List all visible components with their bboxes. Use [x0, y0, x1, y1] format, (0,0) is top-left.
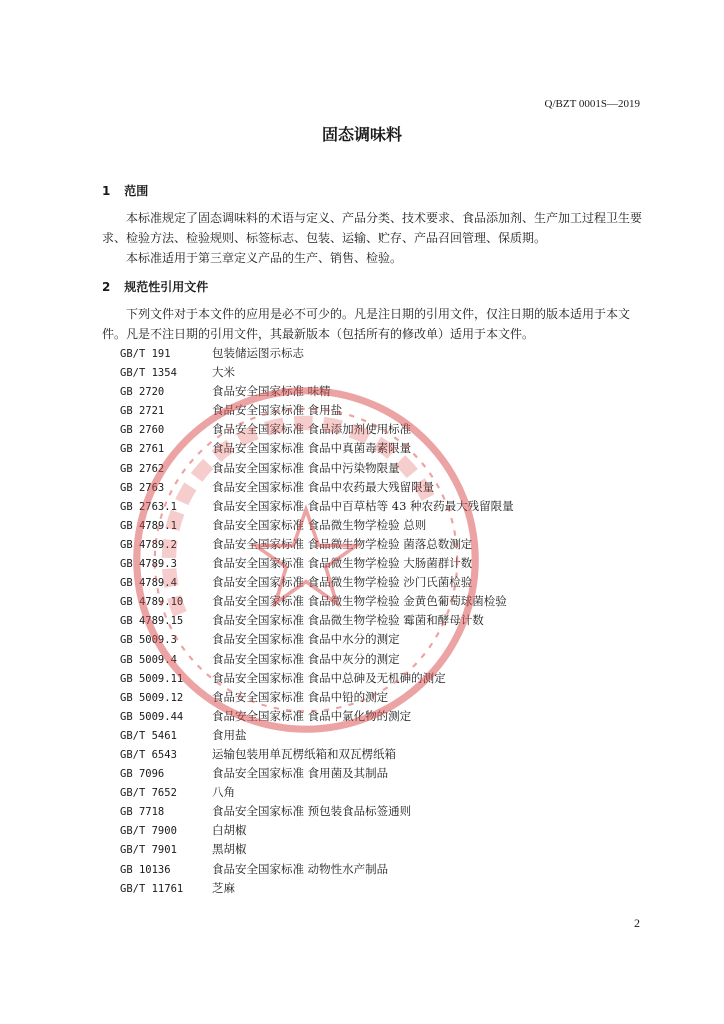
reference-item	[120, 383, 514, 402]
reference-code: GB 2760	[120, 424, 165, 437]
reference-code: GB 7096	[120, 768, 165, 781]
reference-item	[120, 421, 514, 440]
reference-title: 白胡椒	[212, 823, 247, 838]
reference-code: GB 5009.44	[120, 710, 184, 723]
section-title: 规范性引用文件	[124, 280, 209, 294]
reference-item	[120, 364, 514, 383]
reference-item	[120, 402, 514, 421]
reference-item	[120, 440, 514, 459]
reference-code: GB 7718	[120, 806, 165, 819]
reference-code: GB 4789.10	[120, 596, 184, 609]
reference-code: GB 2763	[120, 481, 165, 494]
reference-code: GB 4789.1	[120, 519, 177, 532]
reference-code: GB 4789.3	[120, 558, 177, 571]
reference-item	[120, 460, 514, 479]
reference-item	[120, 803, 514, 822]
reference-item	[120, 536, 514, 555]
reference-title: 包装储运图示标志	[212, 346, 304, 360]
reference-title: 运输包装用单瓦楞纸箱和双瓦楞纸箱	[212, 746, 396, 761]
reference-title: 食品安全国家标准 食品中总砷及无机砷的测定	[212, 670, 446, 685]
reference-title: 食品安全国家标准 食品中百草枯等 43 种农药最大残留限量	[212, 498, 514, 513]
reference-code: GB 2763.1	[120, 500, 177, 513]
reference-item	[120, 784, 514, 803]
reference-title: 大米	[212, 365, 235, 380]
reference-title: 食品安全国家标准 食品微生物学检验 菌落总数测定	[212, 536, 473, 551]
reference-code: GB/T 11761	[120, 882, 184, 895]
page-number: 2	[634, 916, 640, 930]
document-code: Q/BZT 0001S—2019	[544, 98, 640, 110]
reference-title: 食品安全国家标准 食品微生物学检验 总则	[212, 517, 427, 532]
reference-code: GB 2761	[120, 443, 165, 456]
reference-code: GB 2721	[120, 405, 165, 418]
reference-title: 食品安全国家标准 食品中真菌毒素限量	[212, 441, 412, 456]
scope-paragraph-1: 本标准规定了固态调味料的术语与定义、产品分类、技术要求、食品添加剂、生产加工过程卫生要求、检验方法、检验规则、标签标志、包装、运输、贮存、产品召回管理、保质期。	[102, 211, 643, 245]
reference-code: GB/T 7652	[120, 787, 177, 800]
reference-item	[120, 612, 514, 631]
reference-title: 食品安全国家标准 食用菌及其制品	[212, 766, 389, 781]
reference-item	[120, 727, 514, 746]
reference-code: GB/T 7900	[120, 825, 177, 838]
reference-title: 芝麻	[212, 880, 235, 895]
reference-title: 食品安全国家标准 食品微生物学检验 金黄色葡萄球菌检验	[212, 594, 507, 609]
reference-item	[120, 479, 514, 498]
reference-item	[120, 593, 514, 612]
reference-title: 食品安全国家标准 食品微生物学检验 霉菌和酵母计数	[212, 613, 484, 628]
reference-title: 食用盐	[212, 727, 247, 742]
reference-title: 食品安全国家标准 食品添加剂使用标准	[212, 422, 412, 437]
reference-title: 食品安全国家标准 食品中水分的测定	[212, 632, 400, 647]
references-intro: 下列文件对于本文件的应用是必不可少的。凡是注日期的引用文件，仅注日期的版本适用于本文件。凡是不注日期的引用文件，其最新版本（包括所有的修改单）适用于本文件。	[102, 307, 631, 341]
reference-list	[120, 345, 514, 899]
reference-code: GB 2762	[120, 462, 165, 475]
reference-code: GB 4789.15	[120, 615, 184, 628]
reference-item	[120, 822, 514, 841]
section-heading-references	[102, 278, 208, 295]
document-title: 固态调味料	[321, 125, 402, 144]
reference-item	[120, 555, 514, 574]
reference-title: 食品安全国家标准 食品中污染物限量	[212, 460, 400, 475]
reference-title: 黑胡椒	[212, 842, 247, 857]
reference-code: GB/T 6543	[120, 748, 177, 761]
reference-title: 食品安全国家标准 食用盐	[212, 403, 343, 418]
reference-title: 食品安全国家标准 预包装食品标签通则	[212, 804, 412, 819]
reference-code: GB 10136	[120, 863, 171, 876]
reference-item	[120, 651, 514, 670]
reference-item	[120, 708, 514, 727]
reference-item	[120, 861, 514, 880]
section-number: 1	[102, 184, 111, 198]
reference-item	[120, 631, 514, 650]
reference-title: 八角	[212, 785, 235, 800]
reference-item	[120, 746, 514, 765]
reference-title: 食品安全国家标准 食品中灰分的测定	[212, 651, 400, 666]
reference-title: 食品安全国家标准 动物性水产制品	[212, 861, 389, 876]
reference-code: GB 5009.11	[120, 672, 184, 685]
reference-title: 食品安全国家标准 食品中氯化物的测定	[212, 708, 412, 723]
reference-code: GB/T 7901	[120, 844, 177, 857]
reference-item	[120, 689, 514, 708]
reference-item	[120, 517, 514, 536]
reference-code: GB 5009.3	[120, 634, 177, 647]
reference-code: GB/T 191	[120, 348, 171, 360]
section-heading-scope	[102, 182, 148, 199]
section-title: 范围	[124, 184, 149, 198]
reference-title: 食品安全国家标准 味精	[212, 384, 331, 399]
reference-code: GB/T 5461	[120, 729, 177, 742]
reference-title: 食品安全国家标准 食品微生物学检验 大肠菌群计数	[212, 556, 473, 571]
reference-item	[120, 574, 514, 593]
reference-title: 食品安全国家标准 食品微生物学检验 沙门氏菌检验	[212, 575, 473, 590]
reference-item	[120, 498, 514, 517]
reference-item	[120, 880, 514, 899]
reference-title: 食品安全国家标准 食品中农药最大残留限量	[212, 479, 435, 494]
reference-item	[120, 345, 514, 364]
reference-title: 食品安全国家标准 食品中铅的测定	[212, 689, 389, 704]
scope-paragraph-2: 本标准适用于第三章定义产品的生产、销售、检验。	[126, 251, 403, 265]
reference-item	[120, 670, 514, 689]
section-number: 2	[102, 280, 111, 294]
reference-code: GB 2720	[120, 386, 165, 399]
reference-code: GB 5009.12	[120, 691, 184, 704]
reference-code: GB/T 1354	[120, 367, 177, 380]
reference-code: GB 4789.4	[120, 577, 177, 590]
reference-item	[120, 765, 514, 784]
reference-item	[120, 841, 514, 860]
reference-code: GB 5009.4	[120, 653, 177, 666]
reference-code: GB 4789.2	[120, 538, 177, 551]
